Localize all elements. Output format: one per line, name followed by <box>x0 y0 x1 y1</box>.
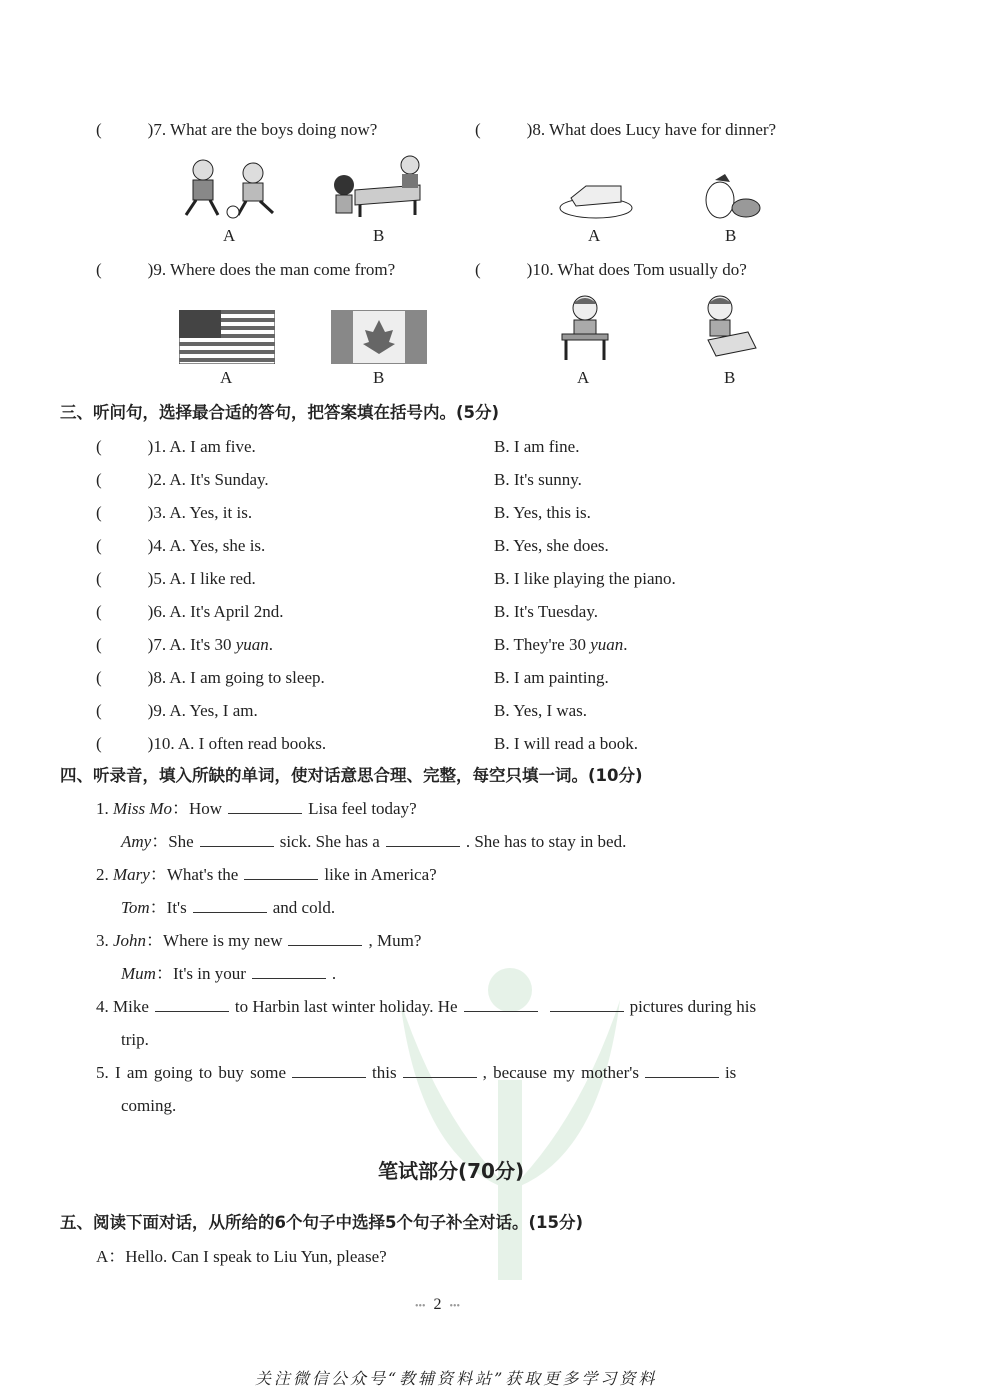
option-b-label: B <box>725 226 737 245</box>
answer-row: ( )4. A. Yes, she is. <box>96 536 266 555</box>
answer-row: ( )2. A. It's Sunday. <box>96 470 269 489</box>
answer-row: ( )3. A. Yes, it is. <box>96 503 253 522</box>
dialogue-line: Tom：It's and cold. <box>121 898 336 917</box>
bread-image <box>556 178 636 220</box>
fill-blank[interactable] <box>244 864 318 880</box>
fill-blank[interactable] <box>550 996 624 1012</box>
boy-writing-image <box>560 292 610 362</box>
fill-line: 5. I am going to buy some this , because my mother's is <box>96 1063 737 1082</box>
canada-flag-image <box>331 310 427 364</box>
boy-reading-image <box>698 292 758 362</box>
dialogue-line: 3. John：Where is my new , Mum? <box>96 931 422 950</box>
fill-blank[interactable] <box>200 831 274 847</box>
fill-blank[interactable] <box>386 831 460 847</box>
fill-blank[interactable] <box>155 996 229 1012</box>
question-8: ( )8. What does Lucy have for dinner? <box>475 120 777 139</box>
dialogue-line: Amy：She sick. She has a . She has to stay in bed. <box>121 832 627 851</box>
fill-blank[interactable] <box>252 963 326 979</box>
answer-option-b: B. Yes, I was. <box>494 701 588 720</box>
option-a-label: A <box>220 368 233 387</box>
answer-row: ( )5. A. I like red. <box>96 569 256 588</box>
dialogue-line: Mum：It's in your . <box>121 964 337 983</box>
answer-option-b: B. I like playing the piano. <box>494 569 676 588</box>
boys-playing-football-image <box>178 155 283 220</box>
answer-option-b: B. I am fine. <box>494 437 580 456</box>
question-7: ( )7. What are the boys doing now? <box>96 120 378 139</box>
answer-row: ( )6. A. It's April 2nd. <box>96 602 284 621</box>
answer-row: ( )1. A. I am five. <box>96 437 256 456</box>
answer-option-b: B. Yes, she does. <box>494 536 609 555</box>
dialogue-line: A：Hello. Can I speak to Liu Yun, please? <box>96 1247 387 1266</box>
answer-option-b: B. It's Tuesday. <box>494 602 598 621</box>
answer-row: ( )10. A. I often read books. <box>96 734 327 753</box>
fill-blank[interactable] <box>464 996 538 1012</box>
fill-blank[interactable] <box>288 930 362 946</box>
fill-blank[interactable] <box>403 1062 477 1078</box>
question-9: ( )9. Where does the man come from? <box>96 260 396 279</box>
answer-option-b: B. I will read a book. <box>494 734 638 753</box>
option-a-label: A <box>223 226 236 245</box>
option-a-label: A <box>577 368 590 387</box>
section-4-title: 四、听录音，填入所缺的单词，使对话意思合理、完整，每空只填一词。(10分) <box>60 766 643 785</box>
option-b-label: B <box>373 226 385 245</box>
dialogue-line: 1. Miss Mo：How Lisa feel today? <box>96 799 417 818</box>
answer-row: ( )7. A. It's 30 yuan. <box>96 635 274 654</box>
written-part-title: 笔试部分(70分) <box>378 1159 525 1183</box>
fill-line: coming. <box>121 1096 177 1115</box>
answer-row: ( )8. A. I am going to sleep. <box>96 668 325 687</box>
footer-text: 关注微信公众号“教辅资料站”获取更多学习资料 <box>255 1369 658 1388</box>
fill-line: trip. <box>121 1030 149 1049</box>
answer-option-b: B. They're 30 yuan. <box>494 635 628 654</box>
playing-ping-pong-image <box>330 155 425 220</box>
fill-blank[interactable] <box>645 1062 719 1078</box>
option-a-label: A <box>588 226 601 245</box>
option-b-label: B <box>724 368 736 387</box>
section-3-title: 三、听问句，选择最合适的答句，把答案填在括号内。(5分) <box>60 403 500 422</box>
question-10: ( )10. What does Tom usually do? <box>475 260 747 279</box>
option-b-label: B <box>373 368 385 387</box>
eggplant-potato-image <box>700 170 762 220</box>
dialogue-line: 2. Mary：What's the like in America? <box>96 865 437 884</box>
answer-row: ( )9. A. Yes, I am. <box>96 701 258 720</box>
answer-option-b: B. I am painting. <box>494 668 609 687</box>
answer-option-b: B. It's sunny. <box>494 470 582 489</box>
answer-option-b: B. Yes, this is. <box>494 503 591 522</box>
usa-flag-image <box>179 310 275 364</box>
page-number: ••• 2 ••• <box>415 1296 461 1313</box>
fill-blank[interactable] <box>292 1062 366 1078</box>
fill-blank[interactable] <box>193 897 267 913</box>
fill-line: 4. Mike to Harbin last winter holiday. He pictures during his <box>96 997 757 1016</box>
fill-blank[interactable] <box>228 798 302 814</box>
section-5-title: 五、阅读下面对话，从所给的6个句子中选择5个句子补全对话。(15分) <box>60 1213 584 1232</box>
